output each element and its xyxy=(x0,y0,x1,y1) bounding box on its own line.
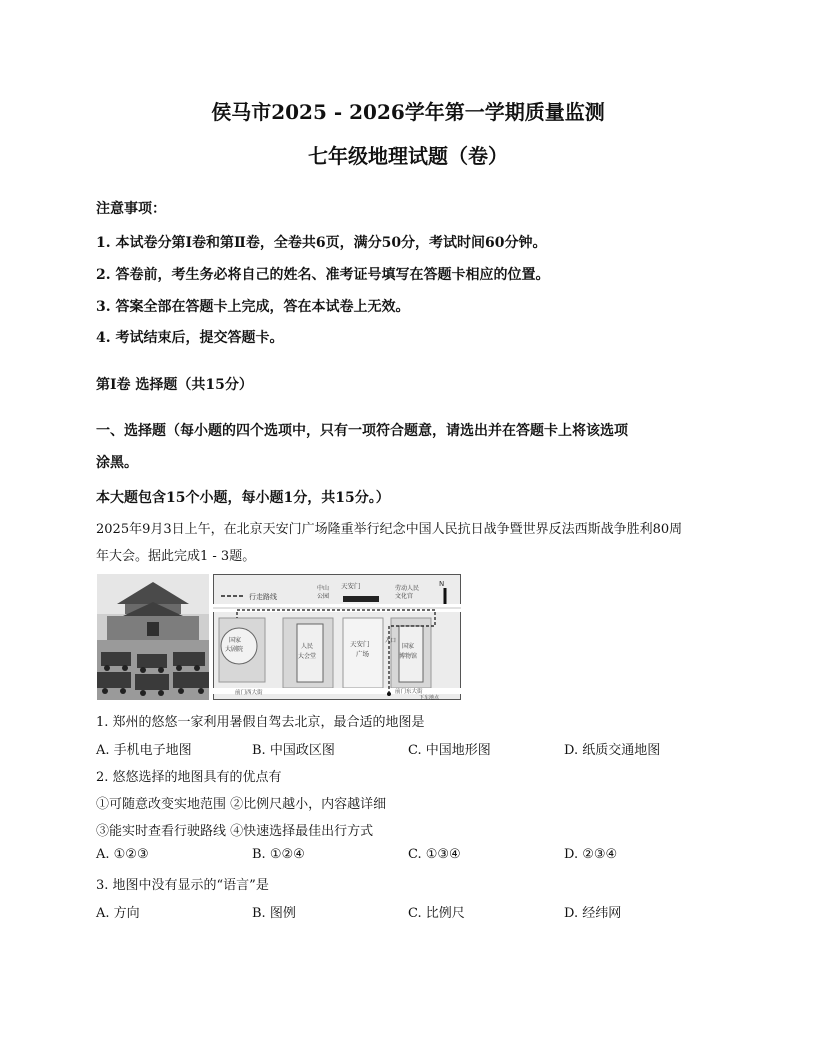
option-c[interactable]: C. 比例尺 xyxy=(408,906,465,921)
option-a[interactable]: A. 方向 xyxy=(96,906,140,921)
question-3-options xyxy=(96,902,736,920)
instruction-line1: 一、选择题（每小题的四个选项中，只有一项符合题意，请选出并在答题卡上将该选项 xyxy=(96,423,628,439)
question-3-stem: 3. 地图中没有显示的“语言”是 xyxy=(96,878,269,893)
exam-title: 侯马市2025 - 2026学年第一学期质量监测 xyxy=(211,100,605,124)
tiananmen-map xyxy=(213,574,461,700)
label-square2: 广场 xyxy=(356,650,369,658)
option-c[interactable]: C. 中国地形图 xyxy=(408,743,491,758)
stop-marker xyxy=(387,692,391,696)
notice-item: 3. 答案全部在答题卡上完成，答在本试卷上无效。 xyxy=(96,299,410,315)
count-line: 本大题包含15个小题，每小题1分，共15分。） xyxy=(96,490,390,506)
context-line2: 年大会。据此完成1 - 3题。 xyxy=(96,549,256,564)
notice-item: 1. 本试卷分第Ⅰ卷和第Ⅱ卷，全卷共6页，满分50分，考试时间60分钟。 xyxy=(96,235,547,251)
tiananmen-photo xyxy=(97,574,209,700)
legend-route-label: 行走路线 xyxy=(249,593,277,601)
context-line1: 2025年9月3日上午，在北京天安门广场隆重举行纪念中国人民抗日战争暨世界反法西斯战争胜利80周 xyxy=(96,522,683,537)
option-d[interactable]: D. 纸质交通地图 xyxy=(564,743,661,758)
label-theater1: 国家 xyxy=(229,637,242,644)
label-square1: 天安门 xyxy=(350,640,370,648)
notice-item: 4. 考试结束后，提交答题卡。 xyxy=(96,330,284,346)
label-museum1: 国家 xyxy=(402,643,415,650)
north-label: N xyxy=(439,580,445,588)
question-2-options xyxy=(96,847,736,865)
option-b[interactable]: B. 图例 xyxy=(252,906,296,921)
label-park: 公园 xyxy=(317,593,330,600)
part1-title: 第Ⅰ卷 选择题（共15分） xyxy=(96,377,253,393)
label-zhongshan: 中山 xyxy=(317,585,330,592)
option-a[interactable]: A. 手机电子地图 xyxy=(96,743,192,758)
label-road-east: 前门东大街 xyxy=(395,689,423,695)
label-tiananmen-gate: 天安门 xyxy=(341,582,361,590)
label-road-west: 前门西大街 xyxy=(235,690,263,696)
label-entrance: 入口 xyxy=(385,638,397,644)
notice-item: 2. 答卷前，考生务必将自己的姓名、准考证号填写在答题卡相应的位置。 xyxy=(96,267,550,283)
notice-heading: 注意事项： xyxy=(96,201,166,217)
label-labor1: 劳动人民 xyxy=(395,585,420,592)
option-b[interactable]: B. 中国政区图 xyxy=(252,743,335,758)
label-theater2: 大剧院 xyxy=(225,646,244,653)
option-d[interactable]: D. ②③④ xyxy=(564,847,618,862)
label-hall1: 人民 xyxy=(301,643,314,650)
label-hall2: 大会堂 xyxy=(298,653,317,660)
instruction-line2: 涂黑。 xyxy=(96,455,138,471)
question-2-extra: ③能实时查看行驶路线 ④快速选择最佳出行方式 xyxy=(96,824,374,839)
option-b[interactable]: B. ①②④ xyxy=(252,847,305,862)
label-museum2: 博物馆 xyxy=(399,653,418,660)
option-a[interactable]: A. ①②③ xyxy=(96,847,149,862)
gate-icon xyxy=(343,596,379,602)
question-2-extra: ①可随意改变实地范围 ②比例尺越小，内容越详细 xyxy=(96,797,387,812)
exam-subtitle: 七年级地理试题（卷） xyxy=(308,144,508,168)
question-1-stem: 1. 郑州的悠悠一家利用暑假自驾去北京，最合适的地图是 xyxy=(96,715,425,730)
label-labor2: 文化宫 xyxy=(395,593,414,600)
question-1-options xyxy=(96,739,736,757)
option-c[interactable]: C. ①③④ xyxy=(408,847,461,862)
question-2-stem: 2. 悠悠选择的地图具有的优点有 xyxy=(96,770,282,785)
option-d[interactable]: D. 经纬网 xyxy=(564,906,622,921)
label-stop: 下车地点 xyxy=(419,695,440,700)
